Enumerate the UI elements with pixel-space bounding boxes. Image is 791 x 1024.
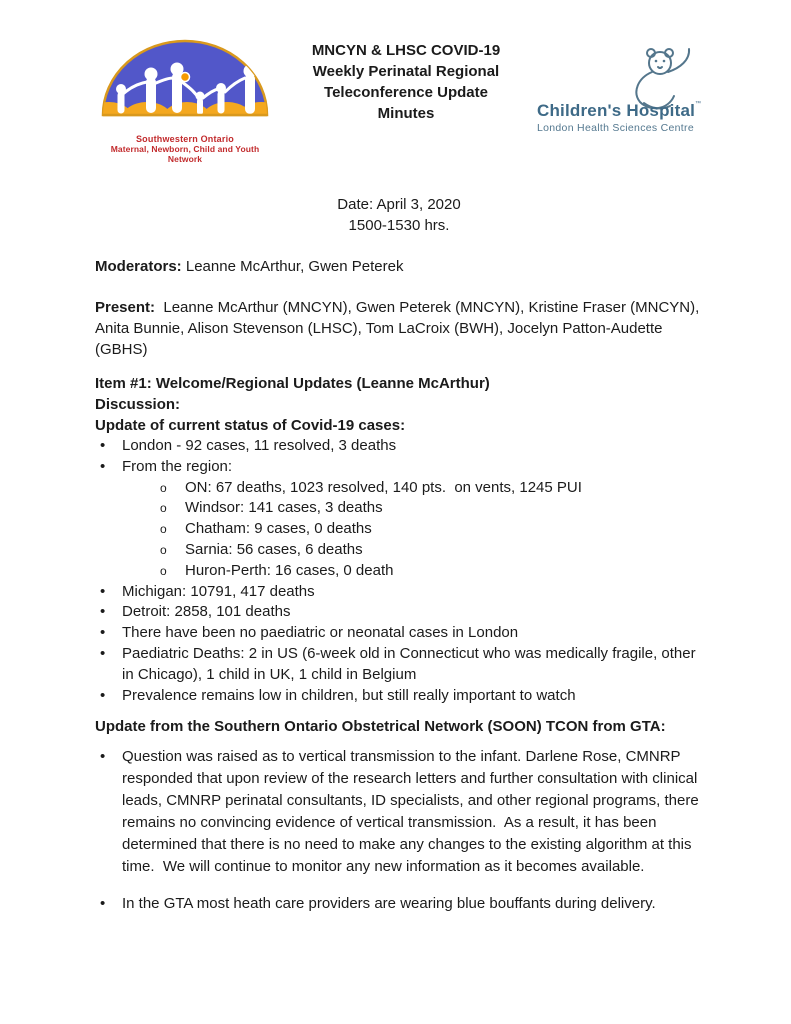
meeting-date: Date: April 3, 2020: [337, 196, 461, 213]
trademark-symbol: ™: [695, 101, 702, 107]
list-item-text: • Michigan: 10791, 417 deaths: [122, 582, 315, 600]
list-item-text: • Prevalence remains low in children, but still really important to watch: [122, 686, 576, 704]
childrens-hospital-text: [537, 101, 701, 134]
discussion-label: Discussion:: [95, 396, 181, 413]
list-item-text: o Huron-Perth: 16 cases, 0 death: [185, 561, 394, 579]
sub-list-item: [95, 519, 703, 540]
childrens-hospital-subtitle: London Health Sciences Centre: [537, 122, 694, 134]
title-line-4: Minutes: [377, 105, 435, 122]
mncyn-logo-caption-1: Southwestern Ontario: [135, 134, 234, 144]
moderators-line: [95, 256, 703, 277]
meeting-time: 1500-1530 hrs.: [348, 217, 450, 234]
soon-heading: Update from the Southern Ontario Obstetrical Network (SOON) TCON from GTA:: [95, 718, 666, 736]
list-item-text: • There have been no paediatric or neonatal cases in London: [122, 624, 519, 642]
document-title: [288, 40, 524, 124]
list-item: [95, 436, 703, 457]
sub-list-item: [95, 498, 703, 519]
present-value: Leanne McArthur (MNCYN), Gwen Peterek (MNCYN), Kristine Fraser (MNCYN), Anita Bunnie, Alison Stevenson (LHSC), Tom LaCroix (BWH), Jocelyn Patton-Audette (GBHS): [95, 299, 703, 358]
list-item-text: o Chatham: 9 cases, 0 deaths: [185, 520, 372, 538]
document-header: [0, 0, 791, 164]
list-item: [95, 582, 703, 603]
list-item: [95, 457, 703, 478]
list-item-text: • Question was raised as to vertical transmission to the infant. Darlene Rose, CMNRP responded that upon review of the research letters and further consultation with clinical leads, CMNRP perinatal consultants, ID specialists, and other regional programs, there remains no convincing evidence of vertical transmission. As a result, it has been determined that there is no need to make any changes to the existing algorithm at this time. We will continue to monitor any new information as it becomes available.: [122, 748, 703, 876]
moderators-value: Leanne McArthur, Gwen Peterek: [181, 258, 404, 275]
list-item-text: o ON: 67 deaths, 1023 resolved, 140 pts. on vents, 1245 PUI: [185, 478, 582, 496]
list-item: [95, 602, 703, 623]
list-item-text: o Windsor: 141 cases, 3 deaths: [185, 499, 383, 517]
soon-list: [95, 746, 703, 915]
meeting-info: [95, 194, 703, 236]
list-item-text: • Detroit: 2858, 101 deaths: [122, 603, 291, 621]
list-item-text: • London - 92 cases, 11 resolved, 3 deaths: [122, 437, 397, 454]
title-line-2: Weekly Perinatal Regional: [312, 63, 500, 80]
present-label: Present:: [95, 299, 156, 316]
list-item: [95, 644, 703, 686]
sub-list-item: [95, 540, 703, 561]
list-item: [95, 686, 703, 707]
list-item-text: • From the region:: [122, 457, 233, 475]
list-item: [95, 893, 703, 915]
mncyn-logo-caption-2: Maternal, Newborn, Child and Youth Network: [110, 144, 260, 164]
mncyn-logo: [95, 36, 275, 164]
sub-list-item: [95, 561, 703, 582]
item1-heading: Item #1: Welcome/Regional Updates (Leanne McArthur): [95, 375, 490, 392]
title-line-3: Teleconference Update: [324, 84, 488, 101]
family-dome-icon: [99, 36, 271, 128]
list-item-text: • Paediatric Deaths: 2 in US (6-week old in Connecticut who was medically fragile, other in Chicago), 1 child in UK, 1 child in Belgium: [122, 644, 700, 683]
childrens-hospital-name: Children's Hospital: [537, 101, 696, 120]
list-item-text: o Sarnia: 56 cases, 6 deaths: [185, 540, 363, 558]
list-item: [95, 623, 703, 644]
list-item: [95, 746, 703, 878]
sub-list-item: [95, 478, 703, 499]
covid-update-heading: Update of current status of Covid-19 cases:: [95, 417, 406, 434]
childrens-hospital-logo: [537, 46, 707, 138]
covid-update-list: [95, 436, 703, 706]
present-line: [95, 297, 703, 360]
title-line-1: MNCYN & LHSC COVID-19: [311, 42, 501, 59]
list-item-text: • In the GTA most heath care providers are wearing blue bouffants during delivery.: [122, 895, 656, 913]
document-body: [0, 194, 791, 915]
moderators-label: Moderators:: [95, 258, 182, 275]
